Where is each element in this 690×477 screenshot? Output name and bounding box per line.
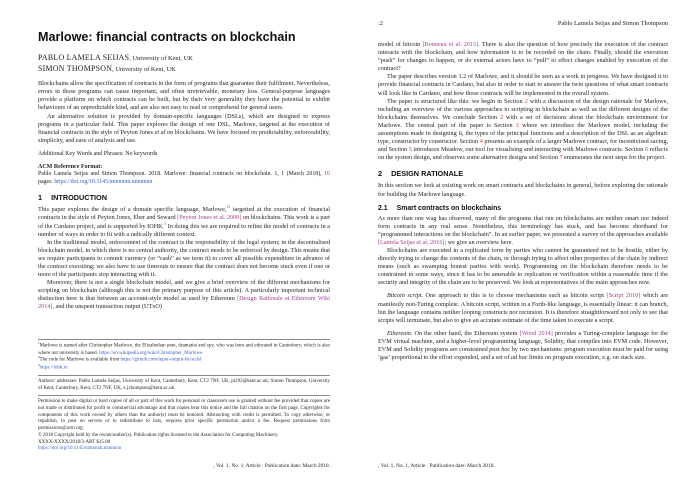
text-run: by two mechanisms: program execution must be paid for using ‘gas’ proportional to the effort expended, and a set of: [378, 346, 668, 362]
footnote-url[interactable]: https://iohk.io: [39, 365, 68, 371]
text-run: An alternative solution is provided by domain-specific languages (DSLs), which are designed to express programs in a particular field. This paper explores the design of one DSL, Marlowe, targeted at the execution of financial contracts in the style of Peyton Jones: [38, 112, 330, 136]
doi-link[interactable]: https://doi.org/10.1145/nnnnnnn.nnnnnnn: [54, 178, 153, 185]
body-paragraph: [38, 206, 330, 238]
text-run: This paper explores the design of a domain specific language, Marlowe,: [38, 206, 227, 214]
body-paragraph-ethereum: [378, 330, 668, 362]
text-run: 1: [38, 341, 40, 346]
keywords-line: Additional Key Words and Phrases: No keywords: [38, 150, 158, 157]
text-run: The paper describes version 1.2 of Marlowe, and it should be seen as a work in progress. We have designed it to provide financial contracts in Cardano, but also in order to start to answer the twin questions of what smart contracts will look like in Cardano, and how those contracts will be implemented in the overall system.: [378, 73, 668, 97]
citation-link[interactable]: [Bonneau et al. 2015]: [422, 41, 479, 48]
paper-title: Marlowe: financial contracts on blockchain: [38, 30, 296, 44]
page-count-link[interactable]: 16: [324, 171, 330, 178]
text-run: enumerates the next steps for the project.: [562, 154, 666, 162]
body-paragraph: [378, 247, 668, 287]
section-ref[interactable]: 5: [408, 146, 412, 154]
text-run: post hoc: [489, 346, 511, 353]
text-run: . There is also the question of how precisely the execution of the contract interacts with the blockchain, and how information is to be recorded on the chain. Finally, should the execution “push” for changes to happen, or do external actors have to “pull” to effect changes enabled by execution of the contract?: [378, 41, 669, 73]
author-affiliation: , University of Kent, UK: [112, 65, 176, 73]
authors-addresses: Authors’ addresses: Pablo Lamela Seijas, University of Kent, Canterbury, Kent, CT2 7NF, UK, pl292@kent.ac.uk; Simon Thompson, University of Kent, Canterbury, Kent, CT2 7NF, UK, s.j.thompson@kent.ac.uk.: [38, 378, 330, 391]
body-paragraph: In this section we look at existing work on smart contracts and blockchains in general, before exploring the rationale for building the Marlowe language.: [378, 182, 668, 198]
subsection-heading-smart-contracts: [378, 205, 668, 212]
page-footer: , Vol. 1, No. 1, Article . Publication date: March 2018.: [378, 463, 495, 469]
footnote-rule: [38, 339, 330, 340]
page-2: [345, 0, 690, 477]
section-heading-design-rationale: [378, 169, 668, 178]
body-paragraph: [378, 73, 668, 97]
subsection-title: Smart contracts on blockchains: [396, 204, 502, 212]
citation-link[interactable]: [Lamela Seijas et al. 2016]: [378, 238, 445, 246]
text-run: presents an example of a larger Marlowe contract, for incentivised saving, and Section: [378, 138, 668, 154]
footnote-marker[interactable]: 12: [226, 205, 231, 210]
abstract-paragraph: [38, 113, 330, 145]
divider-rule: [38, 375, 330, 376]
author-block: [38, 53, 330, 74]
text-run: Moreover, there is not a single blockchain model, and we give a brief overview of the different mechanisms for scripting on blockchain (although this is not the primary purpose of this article). A particularly important technical distinction here is that between an account-style model as used by Ethereum: [38, 279, 330, 303]
author-name: PABLO LAMELA SEIJAS: [38, 53, 130, 62]
text-run: introduces Meadow, our tool for visualising and interacting with Marlowe contracts. Section: [411, 146, 646, 154]
text-run: On the other hand, the Ethereum system: [412, 329, 520, 337]
citation-link[interactable]: [Script 2010]: [606, 292, 641, 300]
section-ref[interactable]: 2: [500, 113, 504, 121]
author-line: [38, 64, 330, 75]
doi-link[interactable]: https://doi.org/10.1145/nnnnnnn.nnnnnnn: [38, 446, 122, 452]
text-run: In the traditional model, enforcement of the contract is the responsibility of the legal system; in the decentralised blockchain model, in which there is no central authority, the contract needs to be enforced by design. This means that we require participants to commit currency (or “cash” as we term it) to cover all possible expenditure in advance of the contract executing; we also have to use timeouts to ensure that the contract does not become stuck even if one or more of the participants stop interacting with it.: [38, 238, 330, 279]
text-run: Blockchains are executed in a replicated form by parties who cannot be guaranteed not to be hostile, either by directly trying to change the contents of the chain, or through trying to affect other properties of the chain by indirect means (such as swamping honest parties with work). Programming on the blockchain therefore needs to be constrained in some ways, since it has to be amenable to replication or verification within a reasonable time if the security and integrity of the chain are to be preserved. We look at representatives of the main approaches now.: [378, 246, 668, 287]
text-run: where we introduce the Marlowe model, including the assumptions made in designing it, the types of the principal functions and a description of the DSL as an algebraic type, constructor by constructor. Section: [378, 121, 668, 146]
text-run: ad hoc: [510, 354, 528, 362]
section-number: 1: [38, 193, 43, 203]
running-header-authors: Pablo Lamela Seijas and Simon Thompson: [557, 20, 668, 27]
section-title: DESIGN RATIONALE: [391, 169, 464, 179]
page-bottom-matter: [38, 335, 330, 453]
page-footer: , Vol. 1, No. 1, Article . Publication date: March 2018.: [213, 463, 330, 469]
text-run: Blockchains allow the specification of contracts in the form of programs that guarantee their fulfilment. Nevertheless, errors in those programs can cause important, and often irretrievable, monetary loss. General-purpose languages provide a platform on which contracts can be built, but by their very generality they have the potential to exhibit behaviours of an unpredictable kind, and are also not easy to read or comprehend for general users.: [38, 80, 330, 112]
text-run: with a discussion of the design rationale for Marlowe, including an overview of the various approaches to scripting in blockchain as well as the different designs of the blockchains themselves. We conclude Section: [378, 97, 669, 121]
text-run: with a set of decisions about the blockchain environment for Marlowe. The central part of the paper is Section: [378, 113, 668, 129]
text-run: 3: [38, 362, 40, 367]
footnote: [38, 362, 330, 372]
text-run: which are manifestly non-Turing complete. A bitcoin script, written in a Forth-like language, is essentially linear: it can branch, but the language contains neither looping constructs nor recursion. It is therefore straightforward not only to see that scripts will terminate, but also to give an accurate estimate of the time taken to execute a script.: [378, 292, 669, 324]
divider-rule: [38, 395, 330, 396]
subsection-number: 2.1: [378, 204, 388, 212]
body-paragraph: [38, 279, 330, 311]
permission-notice: Permission to make digital or hard copies of all or part of this work for personal or classroom use is granted without fee provided that copies are not made or distributed for profit or commercial advantage and that copies bear this notice and the full citation on the first page. Copyrights for components of this work owned by others than the author(s) must be honored. Abstracting with credit is permitted. To copy otherwise, or republish, to post on servers or to redistribute to lists, requires prior specific permission and/or a fee. Request permissions from permissions@acm.org.: [38, 399, 330, 432]
text-run: Bitcoin script.: [387, 292, 424, 300]
section-number: 2: [378, 169, 383, 179]
body-paragraph: [378, 215, 668, 247]
author-line: [38, 53, 330, 64]
body-paragraph: [378, 41, 668, 73]
text-run: model of bitcoin: [378, 41, 423, 48]
section-title: INTRODUCTION: [51, 193, 108, 203]
body-paragraph: [38, 239, 330, 279]
issn-line: XXXX-XXXX/2018/3-ART $15.00: [38, 439, 111, 445]
running-header: [378, 20, 668, 28]
text-run: pages.: [38, 178, 55, 185]
text-run: , and the unspent transaction output (UTxO): [52, 303, 162, 311]
text-run: targetted at the execution of financial contracts in the style of Peyton Jones, Eber and Seward: [38, 206, 330, 222]
text-run: Marlowe is named after Christopher Marlowe, the Elizabethan poet, dramatist and spy, who was born and educated in Canterbury, which is also where our university is based.: [38, 343, 330, 356]
section-ref[interactable]: 4: [479, 138, 483, 146]
citation-link[interactable]: [Peyton Jones et al. 2000]: [177, 214, 242, 222]
section-ref[interactable]: 7: [559, 154, 563, 162]
text-run: provides a Turing-complete language for the EVM virtual machine, and a higher-level programming language, Solidity, that compiles into EVM code. However, EVM and Solidity programs are constrained: [378, 329, 668, 353]
citation-link[interactable]: [Design Rationale at Ethereum Wiki 2014]: [38, 295, 330, 311]
author-name: SIMON THOMPSON: [38, 63, 113, 73]
text-run: on blockchains. We have focused on predictability, enforceability, simplicity, and ease of analysis and use.: [38, 128, 330, 144]
section-heading-introduction: [38, 193, 330, 202]
abstract-paragraph: [38, 80, 330, 112]
text-run: reflects on the system design, and observes some alternative designs and Section: [378, 146, 668, 162]
section-ref[interactable]: 2: [524, 97, 528, 105]
footnote-url[interactable]: https://github.com/input-output-hk/scdsl: [120, 357, 202, 363]
text-run: on blockchains. This work is a part of the Cardano project, and is supported by IOHK.: [38, 214, 331, 230]
author-affiliation: , University of Kent, UK: [129, 55, 193, 62]
text-run: Ethereum.: [387, 329, 413, 337]
text-run: One approach to this is to choose mechanisms such as bitcoin script: [423, 292, 607, 300]
text-run: As more than one wag has observed, many of the programs that run on blockchains are neither smart nor indeed form contracts in any real sense. Nonetheless, this terminology has stuck, and has become shorthand for “programmed interactions on the blockchain”. In an earlier paper, we presented a survey of the approaches available: [378, 214, 668, 238]
copyright-line: © 2018 Copyright held by the owner/author(s). Publication rights licensed to the Association for Computing Machinery.: [38, 432, 279, 438]
section-ref[interactable]: 6: [645, 146, 649, 154]
text-run: The paper is structured like this: we begin in Section: [387, 97, 525, 105]
text-run: ; we give an overview here.: [444, 238, 513, 246]
acm-reference-label: ACM Reference Format:: [38, 164, 103, 171]
body-paragraph: [378, 98, 668, 163]
text-run: Pablo Lamela Seijas and Simon Thompson. 2018. Marlowe: financial contracts on blockchain. 1, 1 (March 2018),: [38, 171, 325, 178]
body-paragraph-bitcoin-script: [378, 292, 668, 324]
text-run: The code for Marlowe is available from: [39, 357, 121, 363]
text-run: 2: [38, 355, 40, 360]
footnote: [38, 357, 330, 364]
text-run: limits on program execution, e.g. on stack size.: [527, 354, 646, 362]
citation-link[interactable]: [Wood 2014]: [519, 329, 553, 337]
text-run: et al: [154, 128, 166, 136]
acm-reference-text: [38, 171, 330, 186]
text-run: In doing this we are required to refine the model of contracts in a number of ways in order to fit with a radically different context.: [38, 222, 330, 238]
running-header-page-number: :2: [378, 20, 383, 27]
footnote-url[interactable]: https://en.wikipedia.org/wiki/Christopher_Marlowe: [99, 350, 203, 356]
section-ref[interactable]: 3: [515, 121, 519, 129]
footnote-marker[interactable]: 3: [164, 221, 167, 226]
